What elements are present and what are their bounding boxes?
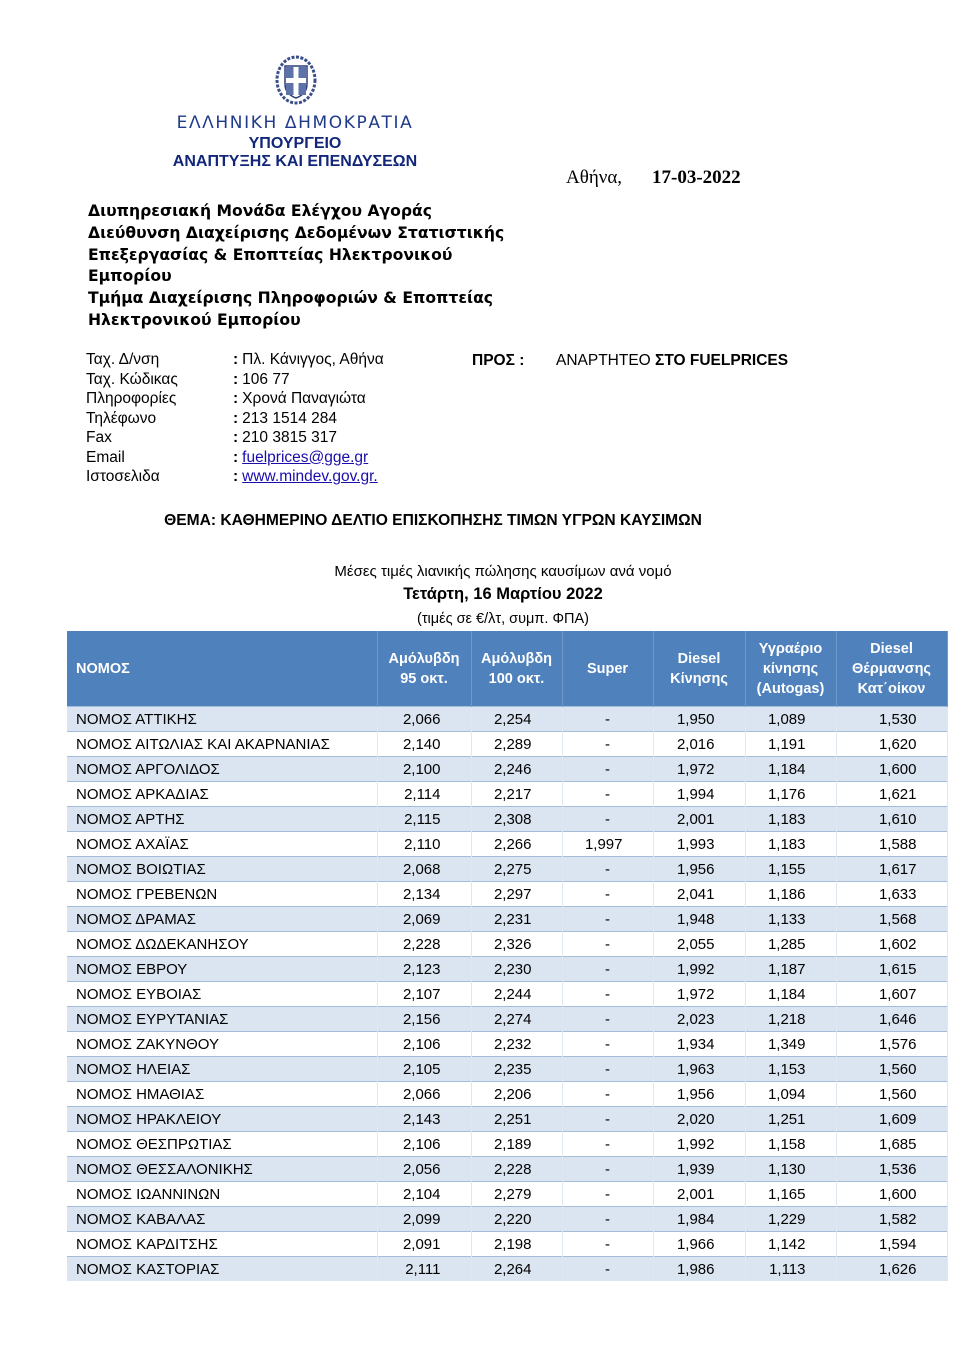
contact-value: 106 77	[242, 370, 290, 388]
department-block	[88, 201, 528, 332]
autogas-price: 1,184	[745, 757, 836, 782]
prefecture-name: ΝΟΜΟΣ ΑΡΓΟΛΙΔΟΣ	[67, 757, 377, 782]
unleaded-95-price: 2,066	[377, 707, 471, 732]
heating-diesel-price: 1,594	[836, 1232, 947, 1257]
unleaded-100-price: 2,220	[471, 1207, 562, 1232]
unleaded-95-price: 2,106	[377, 1032, 471, 1057]
diesel-motor-price: 1,986	[653, 1257, 745, 1282]
unleaded-100-price: 2,189	[471, 1132, 562, 1157]
department-line: Διυπηρεσιακή Μονάδα Ελέγχου Αγοράς	[88, 202, 432, 220]
prefecture-name: ΝΟΜΟΣ ΕΥΡΥΤΑΝΙΑΣ	[67, 1007, 377, 1032]
super-price: -	[562, 982, 653, 1007]
prefecture-name: ΝΟΜΟΣ ΑΧΑΪΑΣ	[67, 832, 377, 857]
recipient-value-plain: ΑΝΑΡΤΗΤΕΟ	[556, 352, 656, 369]
super-price: -	[562, 1032, 653, 1057]
prefecture-name: ΝΟΜΟΣ ΔΩΔΕΚΑΝΗΣΟΥ	[67, 932, 377, 957]
table-caption: Μέσες τιμές λιανικής πώλησης καυσίμων ανά νομό	[334, 563, 672, 580]
prefecture-name: ΝΟΜΟΣ ΗΜΑΘΙΑΣ	[67, 1082, 377, 1107]
contact-label: Fax	[86, 429, 112, 446]
column-header-line: κίνησης	[762, 660, 819, 677]
table-row	[67, 832, 947, 857]
autogas-price: 1,183	[745, 832, 836, 857]
autogas-price: 1,089	[745, 707, 836, 732]
prefecture-name: ΝΟΜΟΣ ΕΒΡΟΥ	[67, 957, 377, 982]
heating-diesel-price: 1,609	[836, 1107, 947, 1132]
prefecture-name: ΝΟΜΟΣ ΗΡΑΚΛΕΙΟΥ	[67, 1107, 377, 1132]
autogas-price: 1,158	[745, 1132, 836, 1157]
unleaded-100-price: 2,326	[471, 932, 562, 957]
prefecture-name: ΝΟΜΟΣ ΚΑΣΤΟΡΙΑΣ	[67, 1257, 377, 1282]
column-header-line: 100 οκτ.	[488, 670, 545, 687]
prefecture-name: ΝΟΜΟΣ ΑΡΚΑΔΙΑΣ	[67, 782, 377, 807]
prefecture-name: ΝΟΜΟΣ ΘΕΣΠΡΩΤΙΑΣ	[67, 1132, 377, 1157]
column-header-line: Diesel	[870, 640, 913, 657]
unleaded-95-price: 2,056	[377, 1157, 471, 1182]
diesel-motor-price: 2,055	[653, 932, 745, 957]
heating-diesel-price: 1,615	[836, 957, 947, 982]
super-price: -	[562, 1232, 653, 1257]
prefecture-name: ΝΟΜΟΣ ΙΩΑΝΝΙΝΩΝ	[67, 1182, 377, 1207]
column-header-prefecture	[67, 631, 377, 707]
contact-label: Πληροφορίες	[86, 390, 177, 407]
autogas-price: 1,176	[745, 782, 836, 807]
diesel-motor-price: 1,956	[653, 857, 745, 882]
prefecture-name: ΝΟΜΟΣ ΑΙΤΩΛΙΑΣ ΚΑΙ ΑΚΑΡΝΑΝΙΑΣ	[67, 732, 377, 757]
unleaded-100-price: 2,217	[471, 782, 562, 807]
table-row	[67, 1257, 947, 1282]
contact-row-phone: Τηλέφωνο : 213 1514 284	[86, 409, 337, 427]
table-row	[67, 1107, 947, 1132]
diesel-motor-price: 1,984	[653, 1207, 745, 1232]
column-header-heating-diesel	[836, 631, 947, 707]
heating-diesel-price: 1,633	[836, 882, 947, 907]
contact-row-website: Ιστοσελιδα : www.mindev.gov.gr.	[86, 468, 378, 485]
prefecture-name: ΝΟΜΟΣ ΑΤΤΙΚΗΣ	[67, 707, 377, 732]
table-row	[67, 1057, 947, 1082]
table-row	[67, 1232, 947, 1257]
subject-text: ΘΕΜΑ: ΚΑΘΗΜΕΡΙΝΟ ΔΕΛΤΙΟ ΕΠΙΣΚΟΠΗΣΗΣ ΤΙΜΩΝ ΥΓΡΩΝ ΚΑΥΣΙΜΩΝ	[164, 512, 702, 529]
contact-row-fax: Fax : 210 3815 317	[86, 429, 337, 446]
table-row	[67, 1032, 947, 1057]
unleaded-100-price: 2,266	[471, 832, 562, 857]
unleaded-95-price: 2,134	[377, 882, 471, 907]
super-price: -	[562, 907, 653, 932]
unleaded-100-price: 2,230	[471, 957, 562, 982]
table-row	[67, 882, 947, 907]
table-row	[67, 807, 947, 832]
contact-value: 213 1514 284	[242, 409, 337, 427]
unleaded-100-price: 2,274	[471, 1007, 562, 1032]
heating-diesel-price: 1,626	[836, 1257, 947, 1282]
super-price: -	[562, 857, 653, 882]
autogas-price: 1,251	[745, 1107, 836, 1132]
diesel-motor-price: 1,966	[653, 1232, 745, 1257]
table-row	[67, 732, 947, 757]
heating-diesel-price: 1,620	[836, 732, 947, 757]
diesel-motor-price: 2,023	[653, 1007, 745, 1032]
table-row	[67, 1007, 947, 1032]
unleaded-100-price: 2,228	[471, 1157, 562, 1182]
unleaded-100-price: 2,275	[471, 857, 562, 882]
ministry-name-line1: ΥΠΟΥΡΓΕΙΟ	[248, 135, 342, 152]
table-body	[67, 707, 947, 1282]
table-row	[67, 1132, 947, 1157]
super-price: -	[562, 882, 653, 907]
diesel-motor-price: 1,972	[653, 982, 745, 1007]
table-row	[67, 1157, 947, 1182]
column-header-line: (Autogas)	[756, 680, 825, 697]
prefecture-name: ΝΟΜΟΣ ΗΛΕΙΑΣ	[67, 1057, 377, 1082]
column-header-line: Super	[586, 660, 629, 677]
unleaded-95-price: 2,106	[377, 1132, 471, 1157]
table-date: Τετάρτη, 16 Μαρτίου 2022	[403, 585, 603, 603]
unleaded-95-price: 2,110	[377, 832, 471, 857]
super-price: -	[562, 1007, 653, 1032]
column-header-line: 95 οκτ.	[400, 670, 448, 687]
heating-diesel-price: 1,536	[836, 1157, 947, 1182]
column-header-line: ΝΟΜΟΣ	[76, 660, 130, 677]
super-price: -	[562, 707, 653, 732]
column-header-unleaded-95	[377, 631, 471, 707]
heating-diesel-price: 1,621	[836, 782, 947, 807]
unleaded-100-price: 2,254	[471, 707, 562, 732]
super-price: -	[562, 1157, 653, 1182]
heating-diesel-price: 1,617	[836, 857, 947, 882]
autogas-price: 1,184	[745, 982, 836, 1007]
column-header-line: Κατ΄οίκον	[857, 680, 926, 697]
column-header-line: Αμόλυβδη	[388, 650, 460, 667]
unleaded-100-price: 2,244	[471, 982, 562, 1007]
unleaded-95-price: 2,104	[377, 1182, 471, 1207]
autogas-price: 1,153	[745, 1057, 836, 1082]
super-price: -	[562, 1107, 653, 1132]
diesel-motor-price: 1,956	[653, 1082, 745, 1107]
unleaded-100-price: 2,231	[471, 907, 562, 932]
heating-diesel-price: 1,560	[836, 1082, 947, 1107]
contact-label: Τηλέφωνο	[86, 409, 157, 427]
diesel-motor-price: 1,972	[653, 757, 745, 782]
autogas-price: 1,191	[745, 732, 836, 757]
heating-diesel-price: 1,588	[836, 832, 947, 857]
heating-diesel-price: 1,602	[836, 932, 947, 957]
subject-heading	[0, 512, 866, 530]
table-row	[67, 857, 947, 882]
diesel-motor-price: 1,992	[653, 957, 745, 982]
super-price: -	[562, 1182, 653, 1207]
prefecture-name: ΝΟΜΟΣ ΓΡΕΒΕΝΩΝ	[67, 882, 377, 907]
prefecture-name: ΝΟΜΟΣ ΖΑΚΥΝΘΟΥ	[67, 1032, 377, 1057]
document-city: Αθήνα,	[566, 167, 623, 188]
unleaded-95-price: 2,099	[377, 1207, 471, 1232]
diesel-motor-price: 1,963	[653, 1057, 745, 1082]
unleaded-95-price: 2,105	[377, 1057, 471, 1082]
unleaded-95-price: 2,156	[377, 1007, 471, 1032]
prefecture-name: ΝΟΜΟΣ ΚΑΡΔΙΤΣΗΣ	[67, 1232, 377, 1257]
column-header-line: Diesel	[677, 650, 721, 667]
prefecture-name: ΝΟΜΟΣ ΚΑΒΑΛΑΣ	[67, 1207, 377, 1232]
email-link[interactable]: fuelprices@gge.gr	[242, 448, 369, 466]
autogas-price: 1,155	[745, 857, 836, 882]
autogas-price: 1,142	[745, 1232, 836, 1257]
diesel-motor-price: 2,001	[653, 807, 745, 832]
column-header-super	[562, 631, 653, 707]
unleaded-95-price: 2,069	[377, 907, 471, 932]
recipient-label: ΠΡΟΣ :	[472, 352, 525, 369]
super-price: 1,997	[562, 832, 653, 857]
unleaded-95-price: 2,143	[377, 1107, 471, 1132]
unleaded-95-price: 2,123	[377, 957, 471, 982]
recipient-value	[556, 352, 788, 370]
table-row	[67, 707, 947, 732]
heating-diesel-price: 1,607	[836, 982, 947, 1007]
autogas-price: 1,186	[745, 882, 836, 907]
fuel-prices-table	[67, 631, 948, 1281]
column-header-line: Θέρμανσης	[852, 660, 931, 677]
unleaded-100-price: 2,198	[471, 1232, 562, 1257]
department-line: Ηλεκτρονικού Εμπορίου	[88, 310, 301, 329]
table-units-note: (τιμές σε €/λτ, συμπ. ΦΠΑ)	[416, 611, 590, 627]
autogas-price: 1,218	[745, 1007, 836, 1032]
super-price: -	[562, 1132, 653, 1157]
prefecture-name: ΝΟΜΟΣ ΕΥΒΟΙΑΣ	[67, 982, 377, 1007]
super-price: -	[562, 732, 653, 757]
contact-value: 210 3815 317	[242, 429, 337, 446]
super-price: -	[562, 1207, 653, 1232]
super-price: -	[562, 1082, 653, 1107]
diesel-motor-price: 1,992	[653, 1132, 745, 1157]
unleaded-100-price: 2,297	[471, 882, 562, 907]
contact-row-postcode: Ταχ. Κώδικας : 106 77	[86, 370, 290, 388]
contact-value: Πλ. Κάνιγγος, Αθήνα	[242, 351, 384, 368]
unleaded-95-price: 2,111	[377, 1257, 471, 1282]
contact-row-info: Πληροφορίες : Χρονά Παναγιώτα	[86, 390, 366, 407]
unleaded-100-price: 2,232	[471, 1032, 562, 1057]
diesel-motor-price: 1,939	[653, 1157, 745, 1182]
super-price: -	[562, 782, 653, 807]
table-row	[67, 907, 947, 932]
heating-diesel-price: 1,530	[836, 707, 947, 732]
table-row	[67, 982, 947, 1007]
recipient-value-bold: ΣΤΟ FUELPRICES	[655, 352, 789, 369]
unleaded-100-price: 2,279	[471, 1182, 562, 1207]
unleaded-95-price: 2,066	[377, 1082, 471, 1107]
prefecture-name: ΝΟΜΟΣ ΑΡΤΗΣ	[67, 807, 377, 832]
unleaded-95-price: 2,115	[377, 807, 471, 832]
heating-diesel-price: 1,610	[836, 807, 947, 832]
contact-block	[86, 350, 384, 487]
diesel-motor-price: 1,948	[653, 907, 745, 932]
autogas-price: 1,133	[745, 907, 836, 932]
table-row	[67, 1182, 947, 1207]
heating-diesel-price: 1,600	[836, 1182, 947, 1207]
heating-diesel-price: 1,646	[836, 1007, 947, 1032]
autogas-price: 1,113	[745, 1257, 836, 1282]
prefecture-name: ΝΟΜΟΣ ΘΕΣΣΑΛΟΝΙΚΗΣ	[67, 1157, 377, 1182]
contact-row-email: Email : fuelprices@gge.gr	[86, 448, 369, 466]
autogas-price: 1,349	[745, 1032, 836, 1057]
super-price: -	[562, 757, 653, 782]
website-link[interactable]: www.mindev.gov.gr.	[242, 468, 378, 485]
unleaded-95-price: 2,091	[377, 1232, 471, 1257]
diesel-motor-price: 1,950	[653, 707, 745, 732]
diesel-motor-price: 2,041	[653, 882, 745, 907]
republic-title: ΕΛΛΗΝΙΚΗ ΔΗΜΟΚΡΑΤΙΑ	[176, 113, 414, 133]
unleaded-100-price: 2,264	[471, 1257, 562, 1282]
heating-diesel-price: 1,568	[836, 907, 947, 932]
heating-diesel-price: 1,560	[836, 1057, 947, 1082]
table-row	[67, 1207, 947, 1232]
autogas-price: 1,285	[745, 932, 836, 957]
super-price: -	[562, 1057, 653, 1082]
contact-label: Ταχ. Δ/νση	[86, 351, 160, 368]
table-row	[67, 957, 947, 982]
unleaded-100-price: 2,251	[471, 1107, 562, 1132]
heating-diesel-price: 1,600	[836, 757, 947, 782]
contact-label: Email	[86, 448, 125, 466]
unleaded-95-price: 2,100	[377, 757, 471, 782]
department-line: Τμήμα Διαχείρισης Πληροφοριών & Εποπτείας	[88, 289, 494, 308]
table-row	[67, 932, 947, 957]
diesel-motor-price: 1,993	[653, 832, 745, 857]
unleaded-95-price: 2,140	[377, 732, 471, 757]
super-price: -	[562, 932, 653, 957]
department-line: Διεύθυνση Διαχείρισης Δεδομένων Στατιστικής	[88, 223, 505, 242]
greek-coat-of-arms-icon	[274, 54, 318, 106]
autogas-price: 1,187	[745, 957, 836, 982]
diesel-motor-price: 2,001	[653, 1182, 745, 1207]
super-price: -	[562, 957, 653, 982]
unleaded-95-price: 2,068	[377, 857, 471, 882]
contact-label: Ιστοσελιδα	[86, 468, 160, 485]
column-header-line: Κίνησης	[670, 670, 728, 687]
column-header-unleaded-100	[471, 631, 562, 707]
table-header-row	[67, 631, 947, 707]
autogas-price: 1,183	[745, 807, 836, 832]
heating-diesel-price: 1,685	[836, 1132, 947, 1157]
prefecture-name: ΝΟΜΟΣ ΒΟΙΩΤΙΑΣ	[67, 857, 377, 882]
unleaded-100-price: 2,289	[471, 732, 562, 757]
contact-value: Χρονά Παναγιώτα	[242, 390, 366, 407]
document-date: 17-03-2022	[652, 167, 741, 188]
table-row	[67, 1082, 947, 1107]
heating-diesel-price: 1,582	[836, 1207, 947, 1232]
unleaded-95-price: 2,107	[377, 982, 471, 1007]
prefecture-name: ΝΟΜΟΣ ΔΡΑΜΑΣ	[67, 907, 377, 932]
contact-row-address: Ταχ. Δ/νση : Πλ. Κάνιγγος, Αθήνα	[86, 351, 384, 368]
unleaded-100-price: 2,246	[471, 757, 562, 782]
diesel-motor-price: 2,016	[653, 732, 745, 757]
table-row	[67, 782, 947, 807]
autogas-price: 1,229	[745, 1207, 836, 1232]
table-row	[67, 757, 947, 782]
super-price: -	[562, 1257, 653, 1282]
unleaded-95-price: 2,114	[377, 782, 471, 807]
department-line: Επεξεργασίας & Εποπτείας Ηλεκτρονικού	[88, 245, 453, 264]
autogas-price: 1,130	[745, 1157, 836, 1182]
column-header-diesel-motor	[653, 631, 745, 707]
diesel-motor-price: 2,020	[653, 1107, 745, 1132]
unleaded-100-price: 2,235	[471, 1057, 562, 1082]
autogas-price: 1,165	[745, 1182, 836, 1207]
ministry-name-line2: ΑΝΑΠΤΥΞΗΣ ΚΑΙ ΕΠΕΝΔΥΣΕΩΝ	[172, 153, 418, 170]
column-header-line: Αμόλυβδη	[481, 650, 552, 667]
unleaded-100-price: 2,308	[471, 807, 562, 832]
contact-label: Ταχ. Κώδικας	[86, 370, 178, 388]
super-price: -	[562, 807, 653, 832]
diesel-motor-price: 1,934	[653, 1032, 745, 1057]
unleaded-100-price: 2,206	[471, 1082, 562, 1107]
diesel-motor-price: 1,994	[653, 782, 745, 807]
autogas-price: 1,094	[745, 1082, 836, 1107]
unleaded-95-price: 2,228	[377, 932, 471, 957]
column-header-autogas	[745, 631, 836, 707]
column-header-line: Υγραέριο	[758, 640, 823, 657]
department-line: Εμπορίου	[88, 267, 172, 286]
heating-diesel-price: 1,576	[836, 1032, 947, 1057]
